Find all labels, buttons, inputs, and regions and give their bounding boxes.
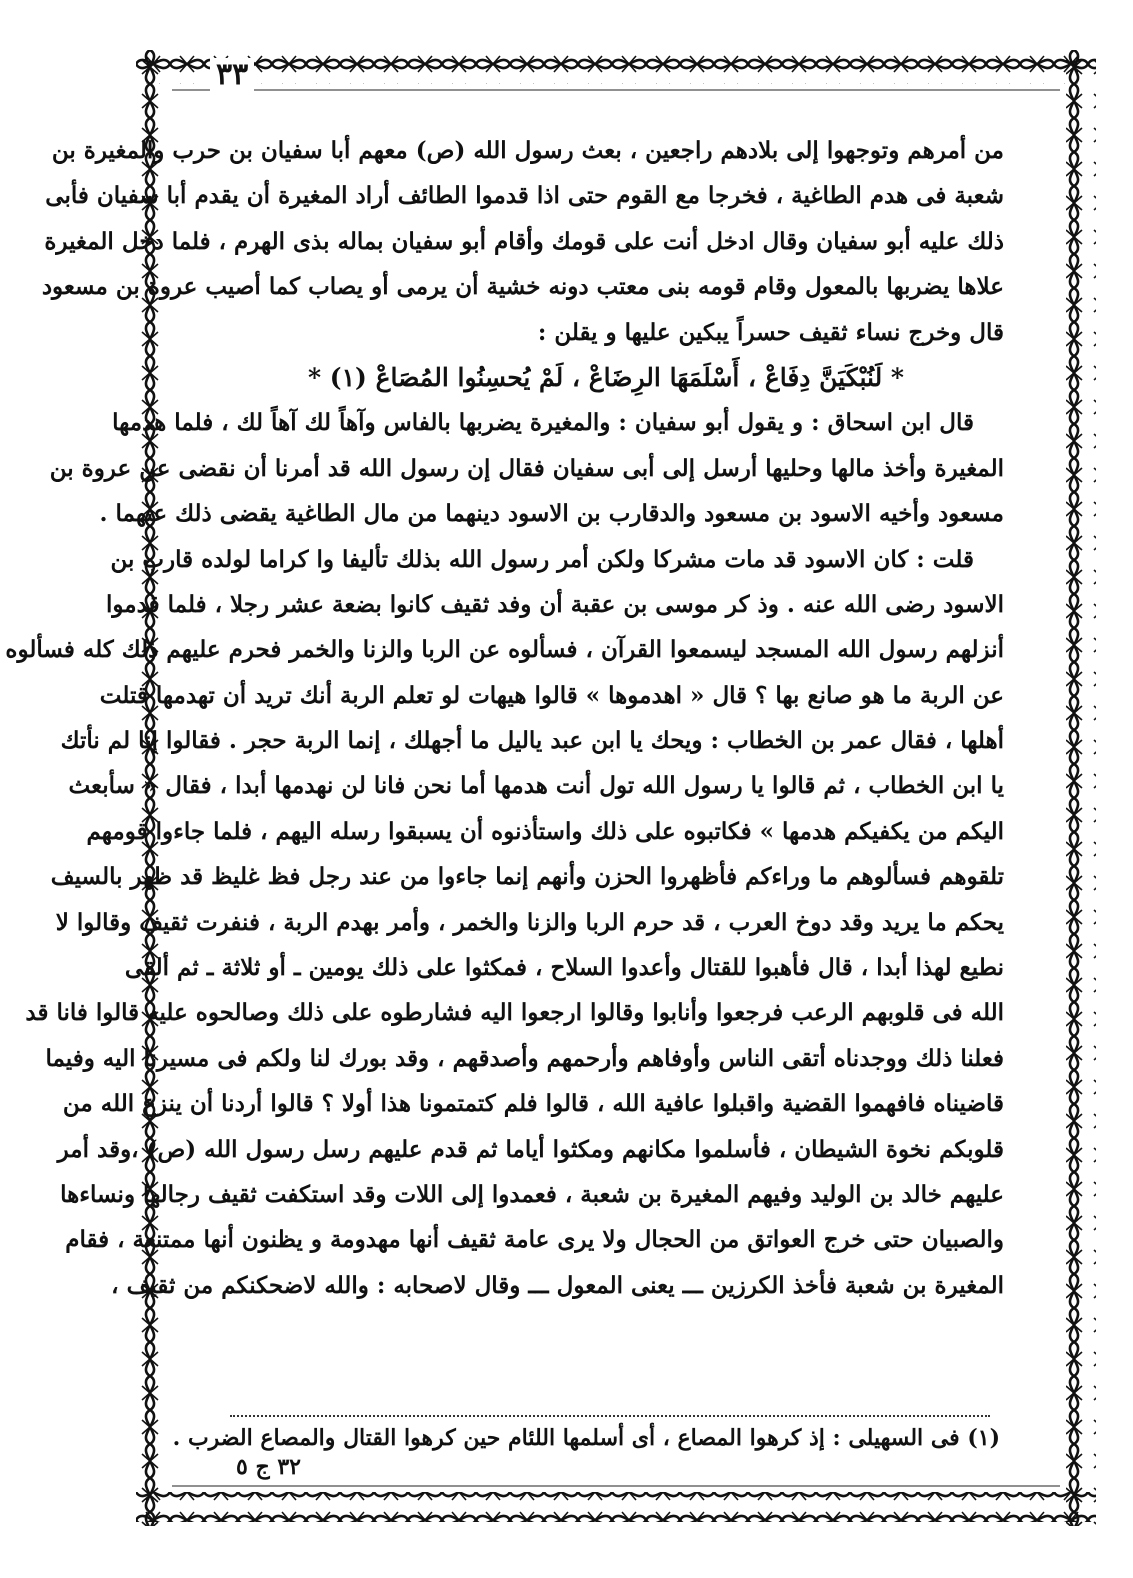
text-line: يحكم ما يريد وقد دوخ العرب ، قد حرم الربا والزنا والخمر ، وأمر بهدم الربة ، فنفرت ثقيف وقالوا لا <box>55 908 1004 936</box>
text-line: علاها يضربها بالمعول وقام قومه بنى معتب دونه خشية أن يرمى أو يصاب كما أصيب عروة بن مسعود <box>41 273 1004 301</box>
text-line: قلت : كان الاسود قد مات مشركا ولكن أمر رسول الله بذلك تأليفا وا كراما لولده قارب بن <box>110 545 974 573</box>
printer-signature: ٣٢ ج ٥ <box>236 1454 301 1480</box>
text-line: عن الربة ما هو صانع بها ؟ قال « اهدموها » قالوا هيهات لو تعلم الربة أنك تريد أن تهدمها قتلت <box>99 681 1004 709</box>
text-line: فعلنا ذلك ووجدناه أتقى الناس وأوفاهم وأرحمهم وأصدقهم ، وقد بورك لنا ولكم فى مسيرنا اليه وفيما <box>45 1044 1004 1072</box>
text-line: يا ابن الخطاب ، ثم قالوا يا رسول الله تول أنت هدمها أما نحن فانا لن نهدمها أبدا ، فقال « سأبعث <box>68 772 1004 800</box>
text-line: اليكم من يكفيكم هدمها » فكاتبوه على ذلك واستأذنوه أن يسبقوا رسله اليهم ، فلما جاءوا قومهم <box>86 817 1004 845</box>
text-line: المغيرة وأخذ مالها وحليها أرسل إلى أبى سفيان فقال إن رسول الله قد أمرنا أن نقضى عن عروة بن <box>49 454 1004 482</box>
text-line: أنزلهم رسول الله المسجد ليسمعوا القرآن ، فسألوه عن الربا والزنا والخمر فحرم عليهم ذلك كله فسألوه <box>5 636 1004 664</box>
text-line: أهلها ، فقال عمر بن الخطاب : ويحك يا ابن عبد ياليل ما أجهلك ، إنما الربة حجر . فقالوا إنا لم نأتك <box>60 727 1004 755</box>
verse-line: * لَنُبْكَيَنَّ دِفَاعْ ، أَسْلَمَهَا الرِضَاعْ ، لَمْ يُحسِنُوا المُصَاعْ (١) * <box>308 362 904 392</box>
text-line: قلوبكم نخوة الشيطان ، فأسلموا مكانهم ومكثوا أياما ثم قدم عليهم رسل رسول الله (ص) ،وقد أمر <box>57 1135 1004 1163</box>
page-number: ٣٣ <box>210 58 254 92</box>
text-line: مسعود وأخيه الاسود بن مسعود والدقارب بن الاسود دينهما من مال الطاغية يقضى ذلك عنهما . <box>99 500 1004 528</box>
text-line: والصبيان حتى خرج العواتق من الحجال ولا يرى عامة ثقيف أنها مهدومة و يظنون أنها ممتنعة ، فقام <box>65 1226 1004 1254</box>
footnote-separator <box>230 1415 990 1417</box>
text-line: شعبة فى هدم الطاغية ، فخرجا مع القوم حتى اذا قدموا الطائف أراد المغيرة أن يقدم أبا سفيان فأبى <box>45 182 1004 210</box>
text-line: ذلك عليه أبو سفيان وقال ادخل أنت على قومك وأقام أبو سفيان بماله بذى الهرم ، فلما دخل المغيرة <box>44 227 1004 255</box>
text-line: قاضيناه فافهموا القضية واقبلوا عافية الله ، قالوا فلم كتمتمونا هذا أولا ؟ قالوا أردنا أن ينزع الله من <box>62 1090 1004 1118</box>
text-line: تلقوهم فسألوهم ما وراءكم فأظهروا الحزن وأنهم إنما جاءوا من عند رجل فظ غليظ قد ظهر بالسيف <box>50 863 1004 891</box>
page-body <box>5 128 1004 1308</box>
text-line: الاسود رضى الله عنه . وذ كر موسى بن عقبة أن وفد ثقيف كانوا بضعة عشر رجلا ، فلما قدموا <box>106 590 1004 618</box>
text-line: من أمرهم وتوجهوا إلى بلادهم راجعين ، بعث رسول الله (ص) معهم أبا سفيان بن حرب والمغيرة بن <box>51 137 1004 164</box>
text-line: نطيع لهذا أبدا ، قال فأهبوا للقتال وأعدوا السلاح ، فمكثوا على ذلك يومين ـ أو ثلاثة ـ ثم ألقى <box>124 954 1004 982</box>
text-line: قال ابن اسحاق : و يقول أبو سفيان : والمغيرة يضربها بالفاس وآهاً لك آهاً لك ، فلما هدمها <box>112 409 974 437</box>
text-line: المغيرة بن شعبة فأخذ الكرزين ـــ يعنى المعول ـــ وقال لاصحابه : والله لاضحكنكم من ثقيف ، <box>111 1271 1004 1299</box>
text-line: الله فى قلوبهم الرعب فرجعوا وأنابوا وقالوا ارجعوا اليه فشارطوه على ذلك وصالحوه عليه قالوا فانا قد <box>25 999 1004 1027</box>
text-line: عليهم خالد بن الوليد وفيهم المغيرة بن شعبة ، فعمدوا إلى اللات وقد استكفت ثقيف رجالها ونساءها <box>60 1180 1004 1208</box>
text-line: قال وخرج نساء ثقيف حسراً يبكين عليها و يقلن : <box>537 318 1004 346</box>
footnote: (١) فى السهيلى : إذ كرهوا المصاع ، أى أسلمها اللئام حين كرهوا القتال والمصاع الضرب . <box>172 1425 1000 1451</box>
